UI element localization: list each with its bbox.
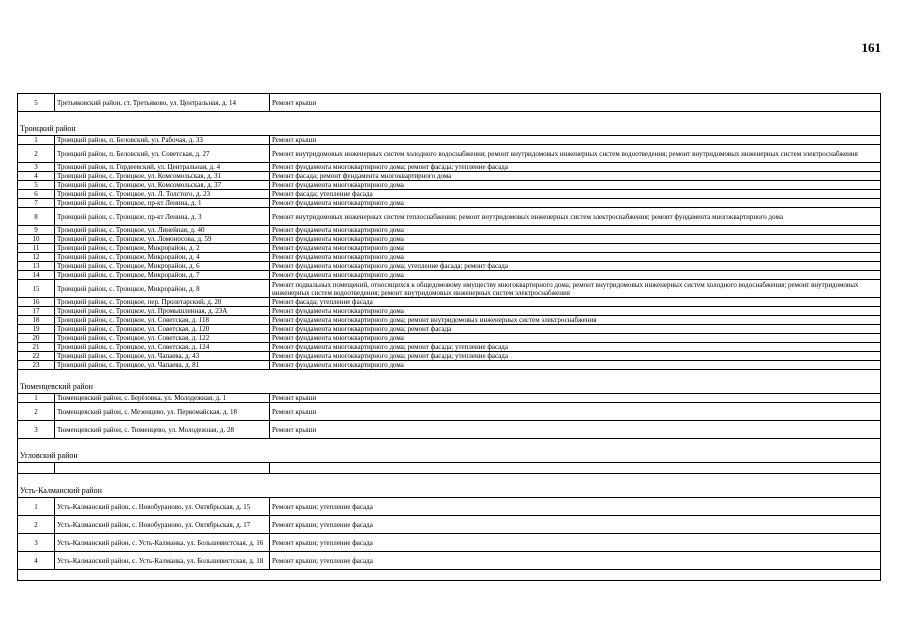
row-number: 9 (18, 226, 55, 235)
row-work: Ремонт фундамента многоквартирного дома; утепление фасада; ремонт фасада (270, 262, 881, 271)
row-address: Тюменцевский район, с. Тюменцево, ул. Молодежная, д. 28 (55, 421, 270, 439)
row-number: 19 (18, 325, 55, 334)
row-number: 1 (18, 498, 55, 516)
document-table (17, 93, 881, 582)
row-address: Троицкий район, с. Троицкое, Микрорайон, д. 2 (55, 244, 270, 253)
table-row (18, 262, 881, 271)
row-number: 1 (18, 136, 55, 145)
table-row (18, 181, 881, 190)
section-title: Троицкий район (17, 122, 881, 135)
section-gap (17, 474, 881, 484)
table-row (18, 403, 881, 421)
row-work: Ремонт фундамента многоквартирного дома; ремонт фасада (270, 325, 881, 334)
row-address: Троицкий район, с. Троицкое, пер. Пролетарский, д. 20 (55, 298, 270, 307)
row-number: 12 (18, 253, 55, 262)
row-address: Третьяковский район, ст. Третьяково, ул. Центральная, д. 14 (55, 94, 270, 112)
row-address: Троицкий район, с. Троицкое, пр-кт Ленина, д. 1 (55, 199, 270, 208)
row-work: Ремонт фундамента многоквартирного дома (270, 307, 881, 316)
row-number: 15 (18, 280, 55, 298)
section-table (17, 93, 881, 112)
row-work: Ремонт фундамента многоквартирного дома (270, 226, 881, 235)
row-work: Ремонт крыши (270, 136, 881, 145)
row-address: Троицкий район, с. Троицкое, ул. Л. Толстого, д. 23 (55, 190, 270, 199)
row-work: Ремонт крыши; утепление фасада (270, 534, 881, 552)
row-number: 13 (18, 262, 55, 271)
row-work: Ремонт фасада; утепление фасада (270, 190, 881, 199)
row-number: 4 (18, 172, 55, 181)
table-row (18, 280, 881, 298)
row-number: 14 (18, 271, 55, 280)
row-address: Усть-Калманский район, с. Усть-Калманка, ул. Большевистская, д. 16 (55, 534, 270, 552)
row-work: Ремонт внутридомовых инженерных систем холодного водоснабжения; ремонт внутридомовых инженерных систем водоотведения; ремонт внутридомовых инженерных систем электроснабжения (270, 145, 881, 163)
row-number: 21 (18, 343, 55, 352)
table-row (18, 361, 881, 370)
row-address: Троицкий район, с. Троицкое, ул. Советская, д. 118 (55, 316, 270, 325)
row-number: 5 (18, 181, 55, 190)
table-row (18, 271, 881, 280)
table-row (18, 352, 881, 361)
row-address: Троицкий район, с. Троицкое, ул. Промышленная, д. 23А (55, 307, 270, 316)
section-title: Угловский район (17, 449, 881, 462)
table-row (18, 421, 881, 439)
row-address: Троицкий район, с. Троицкое, Микрорайон, д. 8 (55, 280, 270, 298)
row-address: Троицкий район, с. Троицкое, ул. Линейная, д. 40 (55, 226, 270, 235)
row-address: Тюменцевский район, с. Мезенцево, ул. Первомайская, д. 18 (55, 403, 270, 421)
row-address: Троицкий район, с. Троицкое, ул. Советская, д. 124 (55, 343, 270, 352)
row-number: 2 (18, 145, 55, 163)
row-address: Троицкий район, с. Троицкое, ул. Советская, д. 122 (55, 334, 270, 343)
row-number: 6 (18, 190, 55, 199)
row-work: Ремонт крыши (270, 394, 881, 403)
row-number: 7 (18, 199, 55, 208)
row-address: Троицкий район, с. Троицкое, ул. Чапаева, д. 81 (55, 361, 270, 370)
row-address: Троицкий район, с. Троицкое, ул. Ломоносова, д. 59 (55, 235, 270, 244)
row-work: Ремонт крыши; утепление фасада (270, 516, 881, 534)
row-work: Ремонт фундамента многоквартирного дома; ремонт внутридомовых инженерных систем электроснабжения (270, 316, 881, 325)
table-row (18, 316, 881, 325)
bottom-rule (17, 580, 881, 582)
row-work: Ремонт фасада; утепление фасада (270, 298, 881, 307)
row-work: Ремонт крыши (270, 403, 881, 421)
table-row (18, 172, 881, 181)
section-table (17, 135, 881, 370)
row-number: 1 (18, 394, 55, 403)
row-address: Троицкий район, с. Троицкое, ул. Чапаева, д. 43 (55, 352, 270, 361)
section-gap (17, 370, 881, 380)
table-row (18, 298, 881, 307)
row-number: 8 (18, 208, 55, 226)
row-number: 3 (18, 163, 55, 172)
row-number: 16 (18, 298, 55, 307)
row-address: Троицкий район, с. Троицкое, Микрорайон, д. 4 (55, 253, 270, 262)
row-work: Ремонт крыши (270, 94, 881, 112)
row-work: Ремонт крыши; утепление фасада (270, 552, 881, 570)
table-row (18, 208, 881, 226)
row-number: 3 (18, 534, 55, 552)
table-row (18, 145, 881, 163)
row-number: 3 (18, 421, 55, 439)
row-number: 20 (18, 334, 55, 343)
row-address: Тюменцевский район, с. Берёзовка, ул. Молодежная, д. 1 (55, 394, 270, 403)
row-work: Ремонт фундамента многоквартирного дома; ремонт фасада; утепление фасада (270, 163, 881, 172)
row-work: Ремонт внутридомовых инженерных систем теплоснабжения; ремонт внутридомовых инженерных систем электроснабжения; ремонт фундамента многоквартирного дома (270, 208, 881, 226)
row-address: Троицкий район, с. Троицкое, ул. Комсомольская, д. 37 (55, 181, 270, 190)
row-work: Ремонт фундамента многоквартирного дома (270, 244, 881, 253)
row-address: Усть-Калманский район, с. Усть-Калманка, ул. Большевистская, д. 18 (55, 552, 270, 570)
row-number: 2 (18, 403, 55, 421)
row-address: Троицкий район, п. Беловский, ул. Рабочая, д. 33 (55, 136, 270, 145)
row-address: Троицкий район, с. Троицкое, пр-кт Ленина, д. 3 (55, 208, 270, 226)
row-number: 23 (18, 361, 55, 370)
table-row (18, 325, 881, 334)
row-address: Троицкий район, с. Троицкое, ул. Комсомольская, д. 31 (55, 172, 270, 181)
section-gap (17, 112, 881, 122)
row-number: 2 (18, 516, 55, 534)
row-address: Троицкий район, п. Гордеевский, ул. Центральная, д. 4 (55, 163, 270, 172)
section-gap (17, 570, 881, 580)
section-title: Тюменцевский район (17, 380, 881, 393)
row-work: Ремонт фундамента многоквартирного дома (270, 181, 881, 190)
row-number: 11 (18, 244, 55, 253)
row-work: Ремонт подвальных помещений, относящихся к общедомовому имуществу многоквартирного дома; ремонт внутридомовых инженерных систем холодного водоснабжения; ремонт внутридомовых инженерных систем водоотведения; ремонт внутридомовых инженерных систем электроснабжения (270, 280, 881, 298)
table-row (18, 235, 881, 244)
row-work: Ремонт фундамента многоквартирного дома; ремонт фасада; утепление фасада (270, 352, 881, 361)
table-row (18, 394, 881, 403)
table-row (18, 199, 881, 208)
section-gap (17, 439, 881, 449)
table-row (18, 94, 881, 112)
row-number: 17 (18, 307, 55, 316)
table-row (18, 498, 881, 516)
table-row-empty (18, 463, 881, 474)
page-number: 161 (861, 40, 881, 55)
section-title: Усть-Калманский район (17, 484, 881, 497)
table-row (18, 307, 881, 316)
row-address: Троицкий район, с. Троицкое, Микрорайон, д. 7 (55, 271, 270, 280)
row-work: Ремонт фундамента многоквартирного дома (270, 334, 881, 343)
row-work: Ремонт фундамента многоквартирного дома (270, 271, 881, 280)
row-address: Усть-Калманский район, с. Новобураново, ул. Октябрьская, д. 15 (55, 498, 270, 516)
table-row (18, 163, 881, 172)
section-table (17, 497, 881, 570)
row-work: Ремонт фундамента многоквартирного дома (270, 361, 881, 370)
table-cell-empty (270, 463, 881, 474)
table-cell-empty (55, 463, 270, 474)
table-cell-empty (18, 463, 55, 474)
table-row (18, 136, 881, 145)
row-address: Троицкий район, с. Троицкое, Микрорайон, д. 6 (55, 262, 270, 271)
row-number: 5 (18, 94, 55, 112)
row-address: Троицкий район, с. Троицкое, ул. Советская, д. 120 (55, 325, 270, 334)
table-row (18, 534, 881, 552)
row-address: Троицкий район, п. Беловский, ул. Советская, д. 27 (55, 145, 270, 163)
row-work: Ремонт фундамента многоквартирного дома (270, 253, 881, 262)
section-table (17, 393, 881, 439)
table-row (18, 244, 881, 253)
row-number: 4 (18, 552, 55, 570)
row-work: Ремонт крыши; утепление фасада (270, 498, 881, 516)
table-row (18, 334, 881, 343)
table-row (18, 552, 881, 570)
row-address: Усть-Калманский район, с. Новобураново, ул. Октябрьская, д. 17 (55, 516, 270, 534)
row-work: Ремонт фундамента многоквартирного дома (270, 235, 881, 244)
row-work: Ремонт фасада; ремонт фундамента многоквартирного дома (270, 172, 881, 181)
table-row (18, 516, 881, 534)
row-work: Ремонт крыши (270, 421, 881, 439)
table-row (18, 343, 881, 352)
table-row (18, 190, 881, 199)
table-row (18, 253, 881, 262)
row-number: 18 (18, 316, 55, 325)
row-number: 22 (18, 352, 55, 361)
table-row (18, 226, 881, 235)
row-number: 10 (18, 235, 55, 244)
row-work: Ремонт фундамента многоквартирного дома (270, 199, 881, 208)
row-work: Ремонт фундамента многоквартирного дома; ремонт фасада; утепление фасада (270, 343, 881, 352)
section-table (17, 462, 881, 474)
